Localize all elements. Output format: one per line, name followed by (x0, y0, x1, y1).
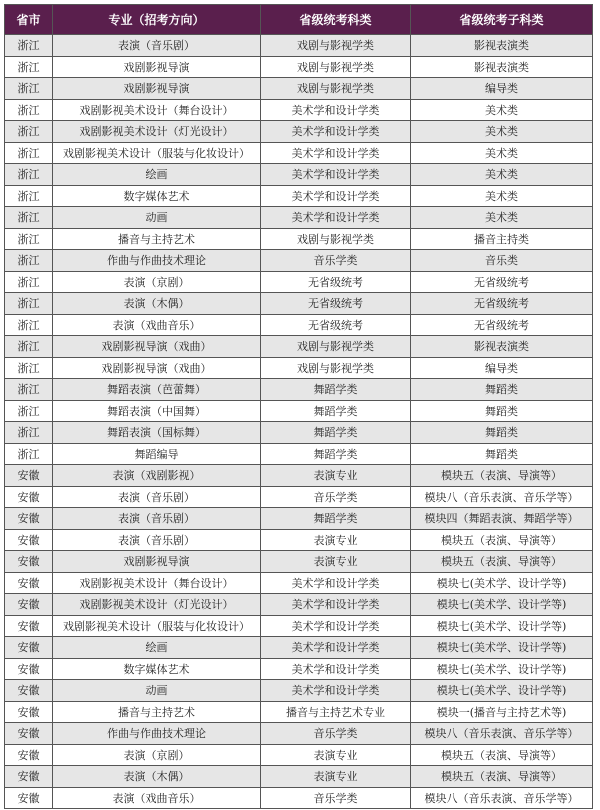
cell-major: 播音与主持艺术 (53, 228, 261, 250)
table-row (5, 228, 593, 250)
cell-exam-category: 戏剧与影视学类 (261, 35, 411, 57)
table-row (5, 615, 593, 637)
cell-exam-category: 美术学和设计学类 (261, 164, 411, 186)
cell-province: 浙江 (5, 422, 53, 444)
table-row (5, 250, 593, 272)
cell-exam-subcategory: 美术类 (411, 164, 593, 186)
cell-exam-subcategory: 无省级统考 (411, 271, 593, 293)
cell-province: 安徽 (5, 594, 53, 616)
cell-exam-category: 戏剧与影视学类 (261, 357, 411, 379)
cell-major: 作曲与作曲技术理论 (53, 250, 261, 272)
cell-exam-category: 美术学和设计学类 (261, 680, 411, 702)
cell-exam-subcategory: 模块一(播音与主持艺术等) (411, 701, 593, 723)
table-row (5, 465, 593, 487)
cell-exam-category: 无省级统考 (261, 293, 411, 315)
table-row (5, 680, 593, 702)
cell-exam-category: 美术学和设计学类 (261, 185, 411, 207)
cell-exam-subcategory: 模块七(美术学、设计学等) (411, 680, 593, 702)
cell-major: 绘画 (53, 637, 261, 659)
cell-province: 安徽 (5, 465, 53, 487)
cell-exam-category: 音乐学类 (261, 486, 411, 508)
table-row (5, 121, 593, 143)
cell-exam-subcategory: 模块七(美术学、设计学等) (411, 637, 593, 659)
cell-major: 表演（音乐剧） (53, 35, 261, 57)
cell-exam-subcategory: 舞蹈类 (411, 443, 593, 465)
table-row (5, 185, 593, 207)
cell-province: 安徽 (5, 572, 53, 594)
cell-major: 表演（音乐剧） (53, 508, 261, 530)
cell-exam-subcategory: 舞蹈类 (411, 422, 593, 444)
cell-exam-category: 无省级统考 (261, 271, 411, 293)
cell-exam-subcategory: 模块五（表演、导演等） (411, 551, 593, 573)
cell-exam-category: 表演专业 (261, 551, 411, 573)
cell-exam-category: 舞蹈学类 (261, 422, 411, 444)
cell-province: 浙江 (5, 379, 53, 401)
table-row (5, 723, 593, 745)
table-row (5, 422, 593, 444)
cell-province: 安徽 (5, 744, 53, 766)
cell-major: 戏剧影视美术设计（服装与化妆设计） (53, 615, 261, 637)
cell-exam-category: 戏剧与影视学类 (261, 228, 411, 250)
cell-exam-category: 音乐学类 (261, 723, 411, 745)
table-row (5, 529, 593, 551)
cell-exam-category: 舞蹈学类 (261, 379, 411, 401)
cell-exam-subcategory: 模块八（音乐表演、音乐学等） (411, 486, 593, 508)
table-row (5, 701, 593, 723)
cell-major: 戏剧影视导演 (53, 551, 261, 573)
cell-province: 浙江 (5, 207, 53, 229)
cell-major: 表演（戏曲音乐） (53, 787, 261, 809)
admissions-table-wrapper (4, 4, 593, 809)
cell-exam-subcategory: 美术类 (411, 207, 593, 229)
table-row (5, 336, 593, 358)
table-row (5, 379, 593, 401)
cell-exam-subcategory: 影视表演类 (411, 336, 593, 358)
cell-major: 表演（木偶） (53, 293, 261, 315)
cell-exam-subcategory: 模块五（表演、导演等） (411, 465, 593, 487)
cell-province: 浙江 (5, 336, 53, 358)
table-row (5, 293, 593, 315)
cell-exam-subcategory: 美术类 (411, 185, 593, 207)
cell-major: 绘画 (53, 164, 261, 186)
table-row (5, 271, 593, 293)
cell-major: 数字媒体艺术 (53, 185, 261, 207)
cell-exam-category: 无省级统考 (261, 314, 411, 336)
table-row (5, 766, 593, 788)
cell-major: 舞蹈表演（国标舞） (53, 422, 261, 444)
cell-exam-category: 美术学和设计学类 (261, 121, 411, 143)
header-province: 省市 (5, 5, 53, 35)
cell-province: 浙江 (5, 99, 53, 121)
cell-exam-category: 美术学和设计学类 (261, 658, 411, 680)
cell-exam-category: 表演专业 (261, 744, 411, 766)
cell-major: 戏剧影视美术设计（服装与化妆设计） (53, 142, 261, 164)
cell-major: 表演（音乐剧） (53, 529, 261, 551)
cell-province: 安徽 (5, 615, 53, 637)
cell-province: 浙江 (5, 228, 53, 250)
cell-exam-subcategory: 美术类 (411, 142, 593, 164)
cell-province: 浙江 (5, 400, 53, 422)
cell-exam-category: 舞蹈学类 (261, 443, 411, 465)
cell-exam-subcategory: 模块四（舞蹈表演、舞蹈学等） (411, 508, 593, 530)
cell-exam-subcategory: 编导类 (411, 357, 593, 379)
table-row (5, 508, 593, 530)
admissions-table (4, 4, 593, 809)
cell-province: 安徽 (5, 701, 53, 723)
cell-province: 安徽 (5, 637, 53, 659)
cell-province: 安徽 (5, 508, 53, 530)
table-row (5, 572, 593, 594)
cell-exam-subcategory: 模块七(美术学、设计学等) (411, 572, 593, 594)
cell-province: 浙江 (5, 357, 53, 379)
cell-major: 戏剧影视导演（戏曲） (53, 357, 261, 379)
cell-exam-category: 表演专业 (261, 529, 411, 551)
table-row (5, 56, 593, 78)
cell-major: 戏剧影视美术设计（舞台设计） (53, 572, 261, 594)
cell-major: 表演（京剧） (53, 271, 261, 293)
cell-major: 表演（戏曲音乐） (53, 314, 261, 336)
cell-exam-subcategory: 模块八（音乐表演、音乐学等） (411, 787, 593, 809)
table-row (5, 78, 593, 100)
cell-exam-category: 美术学和设计学类 (261, 142, 411, 164)
cell-province: 浙江 (5, 164, 53, 186)
cell-major: 作曲与作曲技术理论 (53, 723, 261, 745)
cell-exam-category: 美术学和设计学类 (261, 594, 411, 616)
cell-exam-subcategory: 舞蹈类 (411, 400, 593, 422)
cell-exam-category: 表演专业 (261, 766, 411, 788)
cell-province: 浙江 (5, 56, 53, 78)
cell-exam-category: 戏剧与影视学类 (261, 336, 411, 358)
table-row (5, 637, 593, 659)
cell-exam-category: 美术学和设计学类 (261, 99, 411, 121)
cell-major: 舞蹈表演（中国舞） (53, 400, 261, 422)
cell-province: 安徽 (5, 529, 53, 551)
cell-exam-subcategory: 舞蹈类 (411, 379, 593, 401)
cell-exam-category: 美术学和设计学类 (261, 572, 411, 594)
table-row (5, 35, 593, 57)
table-row (5, 787, 593, 809)
table-header-row (5, 5, 593, 35)
cell-exam-category: 播音与主持艺术专业 (261, 701, 411, 723)
table-row (5, 314, 593, 336)
cell-exam-category: 音乐学类 (261, 787, 411, 809)
cell-province: 安徽 (5, 787, 53, 809)
cell-province: 安徽 (5, 766, 53, 788)
cell-exam-subcategory: 模块五（表演、导演等） (411, 766, 593, 788)
cell-exam-subcategory: 模块八（音乐表演、音乐学等） (411, 723, 593, 745)
table-row (5, 164, 593, 186)
table-row (5, 594, 593, 616)
cell-exam-category: 表演专业 (261, 465, 411, 487)
cell-major: 戏剧影视导演（戏曲） (53, 336, 261, 358)
header-major: 专业（招考方向） (53, 5, 261, 35)
cell-exam-subcategory: 模块五（表演、导演等） (411, 744, 593, 766)
cell-major: 戏剧影视美术设计（灯光设计） (53, 121, 261, 143)
cell-exam-subcategory: 影视表演类 (411, 56, 593, 78)
cell-exam-category: 美术学和设计学类 (261, 615, 411, 637)
table-row (5, 357, 593, 379)
table-row (5, 744, 593, 766)
cell-province: 安徽 (5, 486, 53, 508)
cell-exam-subcategory: 无省级统考 (411, 314, 593, 336)
cell-exam-subcategory: 模块七(美术学、设计学等) (411, 615, 593, 637)
cell-exam-subcategory: 无省级统考 (411, 293, 593, 315)
cell-exam-subcategory: 美术类 (411, 121, 593, 143)
cell-province: 浙江 (5, 314, 53, 336)
cell-province: 安徽 (5, 658, 53, 680)
cell-exam-category: 戏剧与影视学类 (261, 78, 411, 100)
cell-exam-category: 美术学和设计学类 (261, 207, 411, 229)
cell-exam-category: 舞蹈学类 (261, 508, 411, 530)
cell-province: 浙江 (5, 271, 53, 293)
cell-exam-subcategory: 影视表演类 (411, 35, 593, 57)
cell-major: 舞蹈表演（芭蕾舞） (53, 379, 261, 401)
cell-major: 戏剧影视美术设计（灯光设计） (53, 594, 261, 616)
cell-major: 戏剧影视美术设计（舞台设计） (53, 99, 261, 121)
cell-major: 动画 (53, 207, 261, 229)
cell-province: 安徽 (5, 723, 53, 745)
table-row (5, 443, 593, 465)
cell-province: 浙江 (5, 35, 53, 57)
cell-province: 浙江 (5, 185, 53, 207)
cell-exam-subcategory: 模块七(美术学、设计学等) (411, 594, 593, 616)
cell-major: 戏剧影视导演 (53, 56, 261, 78)
table-row (5, 658, 593, 680)
table-row (5, 551, 593, 573)
cell-province: 浙江 (5, 443, 53, 465)
table-row (5, 142, 593, 164)
cell-exam-subcategory: 播音主持类 (411, 228, 593, 250)
cell-major: 播音与主持艺术 (53, 701, 261, 723)
table-body (5, 35, 593, 809)
cell-exam-category: 戏剧与影视学类 (261, 56, 411, 78)
cell-province: 安徽 (5, 551, 53, 573)
cell-province: 安徽 (5, 680, 53, 702)
cell-major: 表演（京剧） (53, 744, 261, 766)
cell-exam-subcategory: 音乐类 (411, 250, 593, 272)
cell-exam-category: 美术学和设计学类 (261, 637, 411, 659)
cell-major: 表演（音乐剧） (53, 486, 261, 508)
cell-province: 浙江 (5, 293, 53, 315)
cell-major: 动画 (53, 680, 261, 702)
cell-exam-subcategory: 美术类 (411, 99, 593, 121)
cell-province: 浙江 (5, 78, 53, 100)
table-row (5, 207, 593, 229)
cell-exam-subcategory: 模块七(美术学、设计学等) (411, 658, 593, 680)
cell-major: 数字媒体艺术 (53, 658, 261, 680)
cell-province: 浙江 (5, 250, 53, 272)
cell-exam-category: 音乐学类 (261, 250, 411, 272)
cell-province: 浙江 (5, 121, 53, 143)
cell-exam-subcategory: 编导类 (411, 78, 593, 100)
cell-exam-category: 舞蹈学类 (261, 400, 411, 422)
header-exam-subcategory: 省级统考子科类 (411, 5, 593, 35)
cell-major: 表演（木偶） (53, 766, 261, 788)
cell-major: 戏剧影视导演 (53, 78, 261, 100)
table-row (5, 400, 593, 422)
table-row (5, 99, 593, 121)
table-row (5, 486, 593, 508)
cell-exam-subcategory: 模块五（表演、导演等） (411, 529, 593, 551)
cell-major: 表演（戏剧影视） (53, 465, 261, 487)
header-exam-category: 省级统考科类 (261, 5, 411, 35)
cell-province: 浙江 (5, 142, 53, 164)
cell-major: 舞蹈编导 (53, 443, 261, 465)
